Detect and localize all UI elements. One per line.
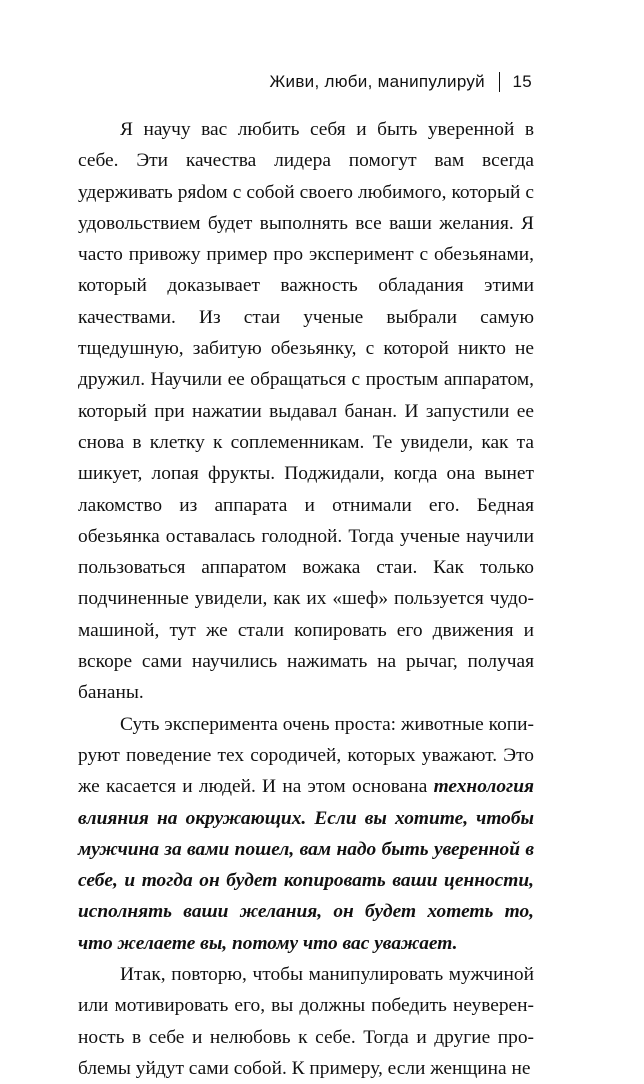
- paragraph-2-regular: Суть эксперимента очень проста: животные копируют поведение тех сородичей, которых уважают. Это же касается и людей. И на этом основана: [78, 713, 534, 798]
- header-separator: [499, 72, 501, 92]
- text-body: [78, 114, 534, 1084]
- running-title: Живи, люби, манипулируй: [269, 72, 485, 91]
- page-number: 15: [512, 72, 532, 91]
- paragraph-1: Я научу вас любить себя и быть уверенной в себе. Эти качества лидера помогут вам всегда удерживать ряdом с собой своего любимого, который с удовольствием будет выполнять все ваши желания. Я часто привожу пример про эксперимент с обезьянами, который доказывает важность обладания этими качествами. Из стаи ученые выбрали самую тщедушную, забитую обезьянку, с которой никто не дружил. Научили ее обращаться с простым аппаратом, который при нажатии выдавал банан. И запустили ее снова в клетку к соплеменникам. Те увидели, как та шикует, лопая фрукты. Поджидали, когда она вынет лакомство из аппарата и отнимали его. Бедная обезьянка оставалась голодной. Тогда ученые научили пользоваться аппаратом вожака стаи. Как только подчиненные увидели, как их «шеф» пользуется чудо-машиной, тут же стали копировать его движения и вскоре сами научились нажимать на рычаг, получая бананы.: [78, 119, 534, 704]
- running-header: [270, 72, 532, 92]
- paragraph-3: Итак, повторю, чтобы манипулировать мужчиной или мотивировать его, вы должны победить неуверенность в себе и нелюбовь к себе. Тогда и другие проблемы уйдут сами собой. К примеру, если женщина не: [78, 964, 534, 1079]
- paragraph-2: [78, 709, 534, 959]
- paragraph-2-emphasis: технология влияния на окружающих. Если вы хотите, чтобы мужчина за вами пошел, вам надо быть уверенной в себе, и тогда он будет копировать ваши ценности, исполнять ваши желания, он будет хотеть то, что желаете вы, потому что вас уважает.: [78, 776, 534, 954]
